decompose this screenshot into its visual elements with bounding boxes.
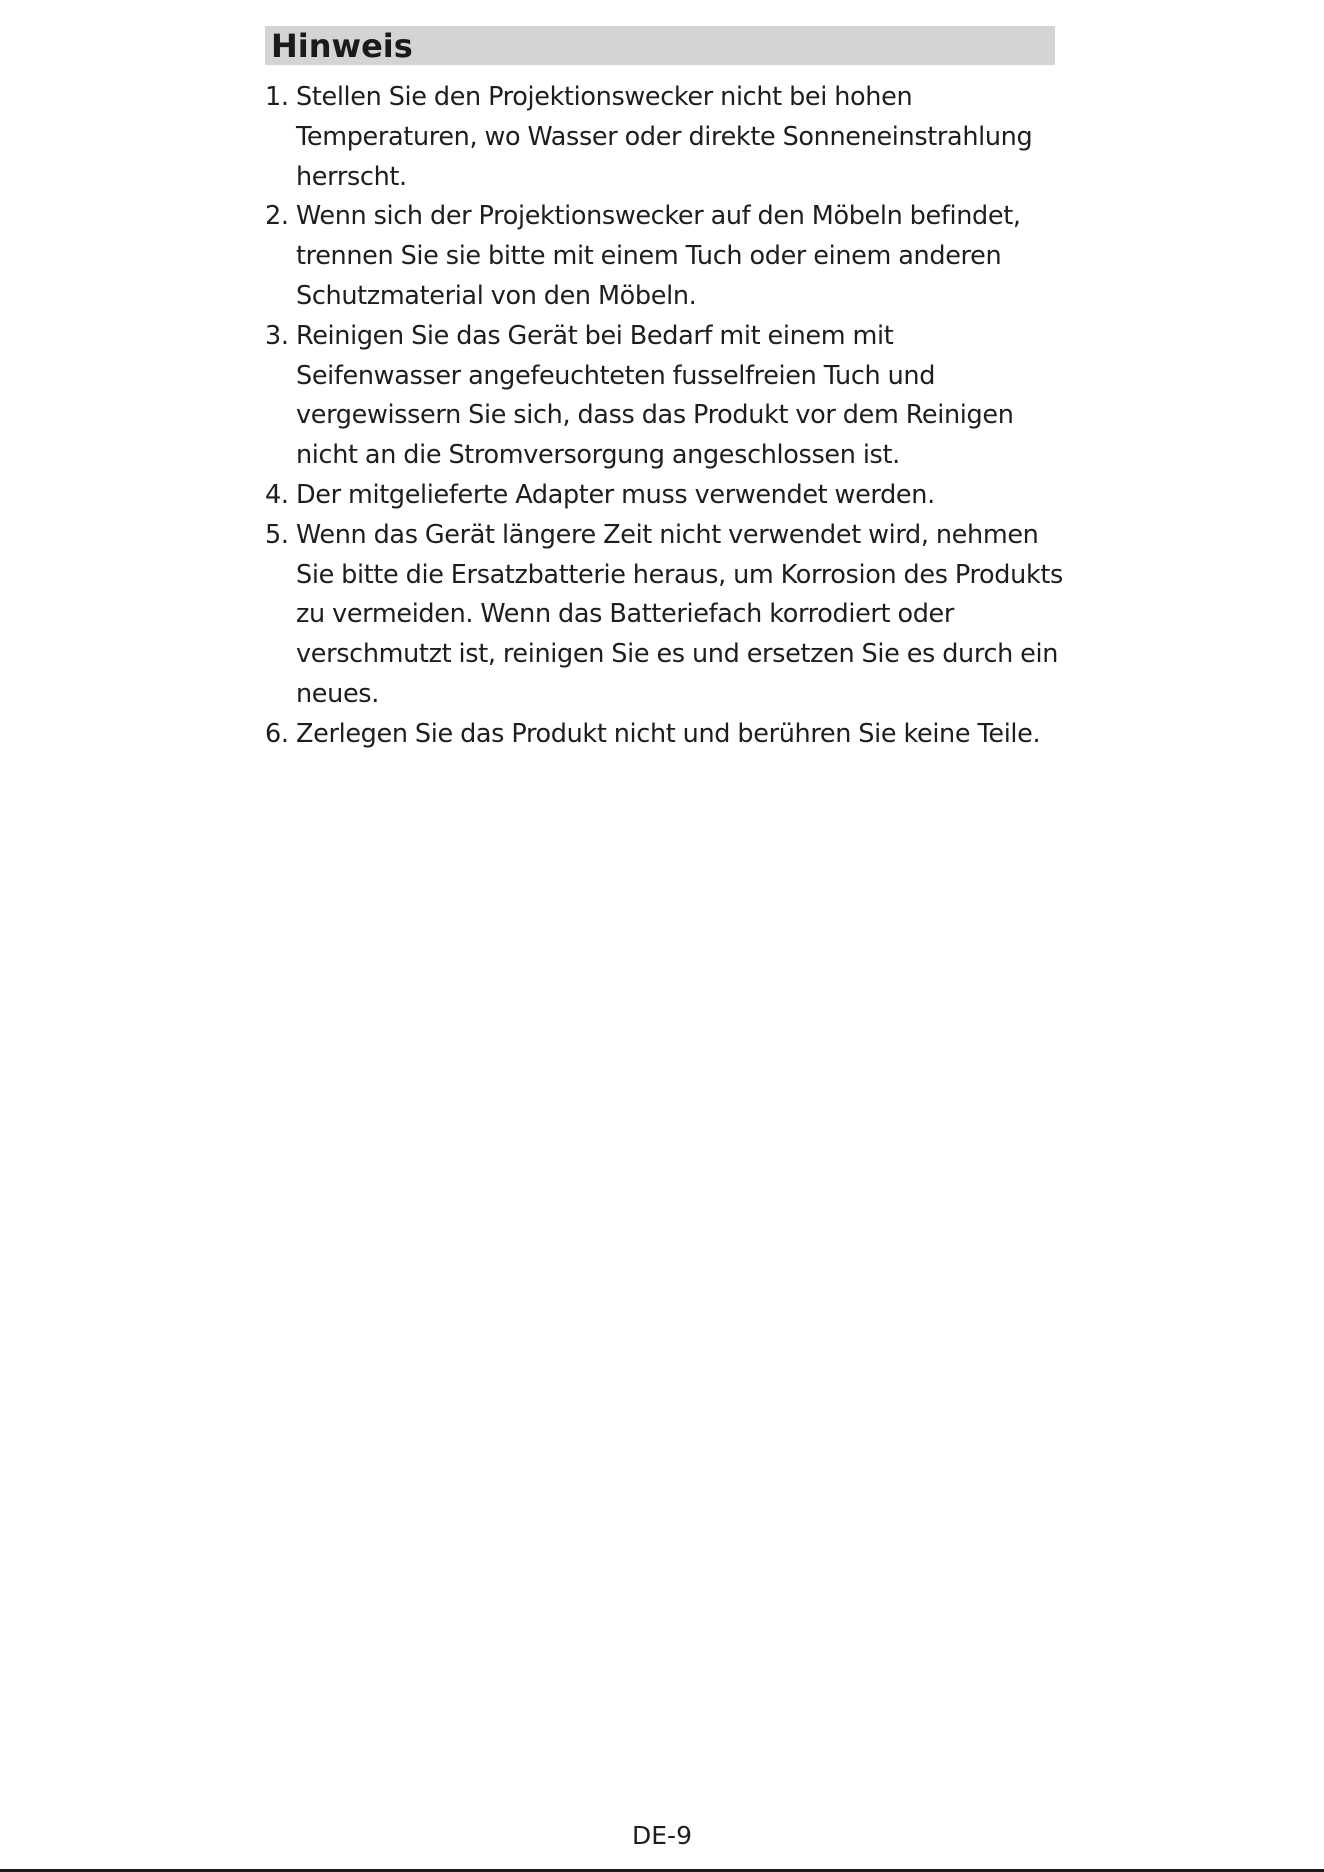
note-item-6 — [265, 715, 1065, 755]
note-number: 1. — [265, 82, 289, 112]
note-item-4 — [265, 476, 1065, 516]
note-number: 3. — [265, 320, 289, 351]
note-number: 4. — [265, 479, 289, 510]
note-text: Wenn das Gerät längere Zeit nicht verwendet wird, nehmen Sie bitte die Ersatzbatterie heraus, um Korrosion des Produkts zu vermeiden. Wenn das Batteriefach korrodiert oder verschmutzt ist, reinigen Sie es und ersetzen Sie es durch ein neues. — [296, 519, 1063, 709]
note-number: 5. — [265, 519, 289, 550]
note-text: Der mitgelieferte Adapter muss verwendet werden. — [296, 479, 935, 510]
note-text: Zerlegen Sie das Produkt nicht und berühren Sie keine Teile. — [296, 718, 1041, 749]
note-number: 2. — [265, 201, 289, 232]
notes-list — [265, 78, 1065, 755]
page-number: DE-9 — [632, 1821, 692, 1850]
note-item-3 — [265, 317, 1065, 476]
note-text: Reinigen Sie das Gerät bei Bedarf mit einem mit Seifenwasser angefeuchteten fusselfreien Tuch und vergewissern Sie sich, dass das Produkt vor dem Reinigen nicht an die Stromversorgung angeschlossen ist. — [296, 320, 1014, 471]
note-number: 6. — [265, 718, 289, 749]
note-item-2 — [265, 197, 1065, 316]
section-heading: Hinweis — [271, 27, 413, 65]
section-heading-bar — [265, 26, 1055, 65]
note-text: Wenn sich der Projektionswecker auf den Möbeln befindet, trennen Sie sie bitte mit einem Tuch oder einem anderen Schutzmaterial von den Möbeln. — [296, 201, 1021, 311]
note-item-5 — [265, 516, 1065, 715]
note-item-1 — [265, 78, 1065, 197]
note-text: Stellen Sie den Projektionswecker nicht bei hohen Temperaturen, wo Wasser oder direkte Sonneneinstrahlung herrscht. — [296, 82, 1033, 192]
